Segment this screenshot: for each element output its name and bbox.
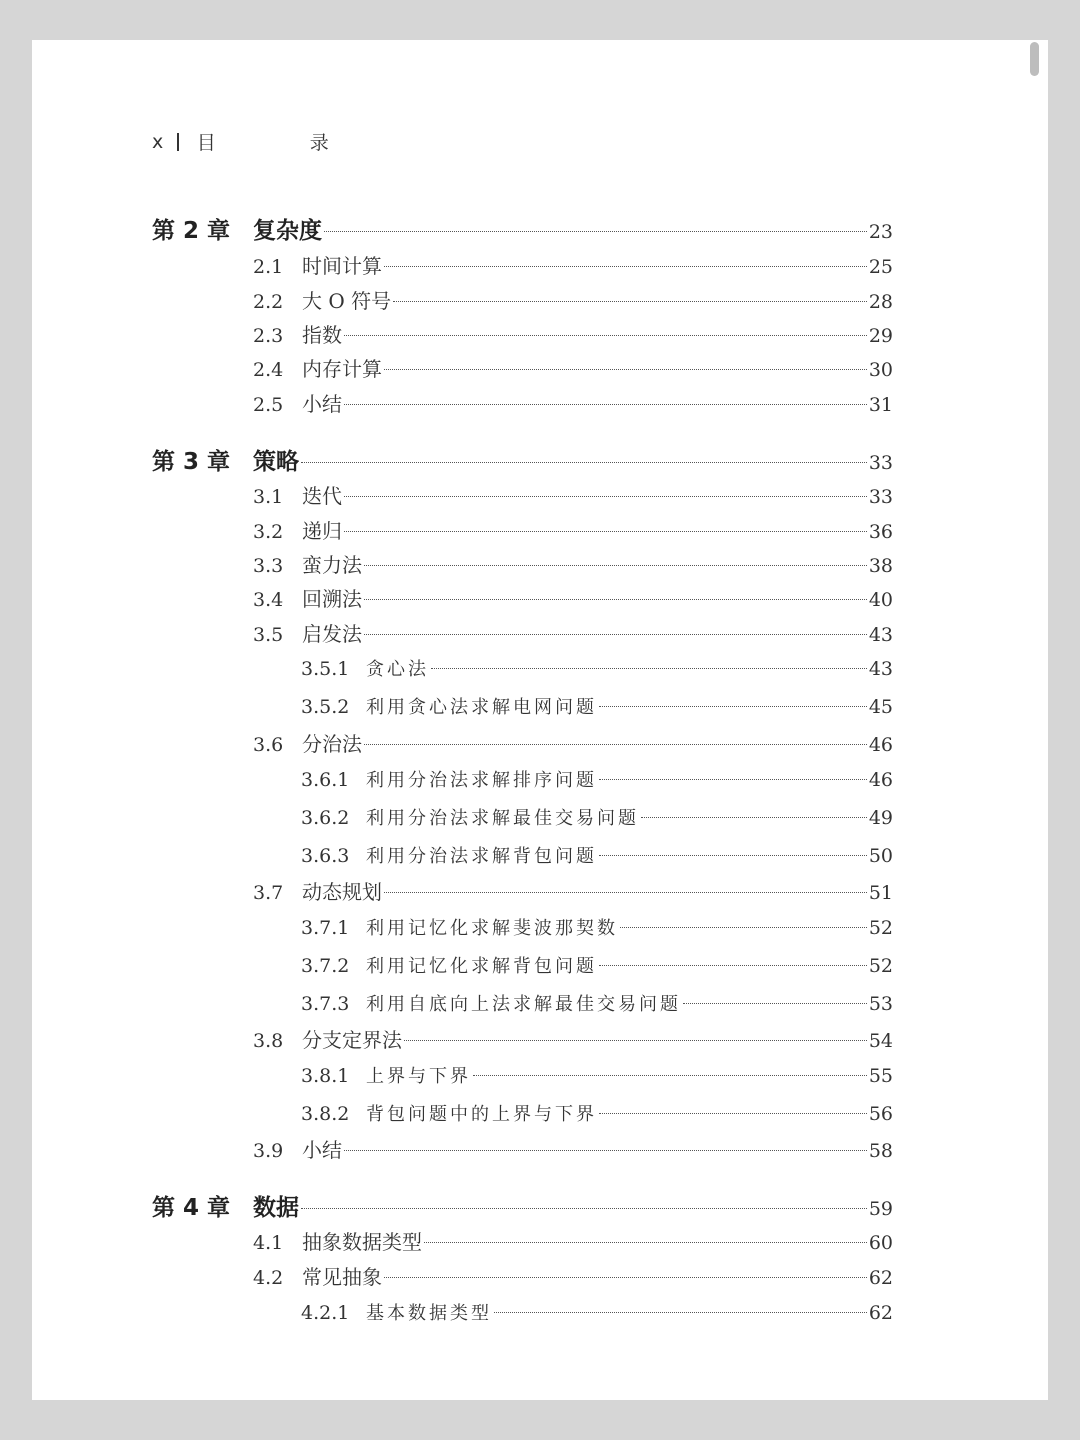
toc-entry-number: 3.6.2 xyxy=(301,807,350,829)
toc-entry-page: 58 xyxy=(868,1140,893,1162)
toc-entry-page: 33 xyxy=(868,486,893,508)
dot-leader xyxy=(384,369,867,370)
toc-entry-page: 25 xyxy=(868,256,893,278)
toc-entry-title: 利用自底向上法求解最佳交易问题 xyxy=(366,994,681,1015)
toc-entry-number: 2.2 xyxy=(253,291,284,313)
toc-entry-page: 29 xyxy=(868,325,893,347)
toc-entry[interactable] xyxy=(0,319,1080,348)
toc-entry[interactable] xyxy=(0,250,1080,279)
toc-entry-number: 3.6.1 xyxy=(301,769,350,791)
toc-entry-number: 2.1 xyxy=(253,256,284,278)
toc-entry[interactable] xyxy=(0,728,1080,757)
toc-entry-title: 迭代 xyxy=(302,484,342,508)
header-title: 目 录 xyxy=(196,132,373,154)
toc-entry-page: 56 xyxy=(868,1103,893,1125)
toc-entry-number: 3.5.1 xyxy=(301,658,350,680)
toc-entry-title: 利用分治法求解最佳交易问题 xyxy=(366,808,639,829)
toc-entry-title: 指数 xyxy=(302,323,342,347)
dot-leader xyxy=(364,565,867,566)
toc-entry[interactable] xyxy=(0,1226,1080,1255)
toc-entry[interactable] xyxy=(0,388,1080,417)
dot-leader xyxy=(364,744,867,745)
dot-leader xyxy=(599,855,867,856)
toc-entry-page: 38 xyxy=(868,555,893,577)
dot-leader xyxy=(641,817,867,818)
toc-entry-number: 3.8 xyxy=(253,1030,284,1052)
toc-entry-page: 53 xyxy=(868,993,893,1015)
toc-entry-title: 分治法 xyxy=(302,732,362,756)
toc-entry[interactable] xyxy=(0,1100,1080,1126)
dot-leader xyxy=(364,599,867,600)
toc-entry-number: 3.8.2 xyxy=(301,1103,350,1125)
toc-entry[interactable] xyxy=(0,804,1080,830)
dot-leader xyxy=(473,1075,867,1076)
header-divider xyxy=(177,133,179,151)
dot-leader xyxy=(301,462,867,463)
dot-leader xyxy=(393,301,867,302)
toc-entry-page: 46 xyxy=(868,769,893,791)
toc-entry-title: 递归 xyxy=(302,519,342,543)
toc-entry-number: 4.2.1 xyxy=(301,1302,350,1324)
toc-entry-number: 4.1 xyxy=(253,1232,284,1254)
toc-entry[interactable] xyxy=(0,914,1080,940)
toc-entry-page: 36 xyxy=(868,521,893,543)
toc-entry-title: 小结 xyxy=(302,1138,342,1162)
dot-leader xyxy=(494,1312,867,1313)
toc-entry-title: 小结 xyxy=(302,392,342,416)
toc-entry-title: 内存计算 xyxy=(302,357,382,381)
dot-leader xyxy=(599,965,867,966)
toc-entry-number: 4.2 xyxy=(253,1267,284,1289)
toc-entry[interactable] xyxy=(0,515,1080,544)
toc-entry[interactable] xyxy=(0,1261,1080,1290)
toc-entry-title: 常见抽象 xyxy=(302,1265,382,1289)
toc-entry-page: 50 xyxy=(868,845,893,867)
toc-entry[interactable] xyxy=(0,583,1080,612)
toc-entry-title: 贪心法 xyxy=(366,659,429,680)
toc-entry-title: 利用分治法求解背包问题 xyxy=(366,846,597,867)
toc-entry[interactable] xyxy=(0,443,1080,476)
toc-entry[interactable] xyxy=(0,212,1080,245)
toc-entry[interactable] xyxy=(0,285,1080,314)
dot-leader xyxy=(384,266,867,267)
running-header xyxy=(152,128,373,155)
toc-entry-title: 利用贪心法求解电网问题 xyxy=(366,697,597,718)
toc-entry-number: 第 3 章 xyxy=(152,449,231,475)
toc-entry-title: 数据 xyxy=(253,1195,299,1221)
dot-leader xyxy=(599,1113,867,1114)
dot-leader xyxy=(620,927,867,928)
toc-entry-title: 上界与下界 xyxy=(366,1066,471,1087)
toc-entry-page: 23 xyxy=(868,221,893,243)
dot-leader xyxy=(431,668,867,669)
toc-entry-page: 60 xyxy=(868,1232,893,1254)
toc-entry-title: 时间计算 xyxy=(302,254,382,278)
toc-entry[interactable] xyxy=(0,1189,1080,1222)
toc-entry-number: 2.5 xyxy=(253,394,284,416)
dot-leader xyxy=(344,1150,867,1151)
dot-leader xyxy=(344,335,867,336)
dot-leader xyxy=(344,496,867,497)
toc-entry[interactable] xyxy=(0,655,1080,681)
dot-leader xyxy=(384,1277,867,1278)
toc-entry[interactable] xyxy=(0,1024,1080,1053)
toc-entry-page: 45 xyxy=(868,696,893,718)
toc-entry-title: 利用分治法求解排序问题 xyxy=(366,770,597,791)
header-page-number: x xyxy=(152,130,164,153)
toc-entry[interactable] xyxy=(0,990,1080,1016)
toc-entry-page: 55 xyxy=(868,1065,893,1087)
toc-entry[interactable] xyxy=(0,842,1080,868)
toc-entry-number: 3.6 xyxy=(253,734,284,756)
toc-entry-number: 第 2 章 xyxy=(152,218,231,244)
dot-leader xyxy=(404,1040,867,1041)
toc-entry[interactable] xyxy=(0,766,1080,792)
dot-leader xyxy=(344,531,867,532)
toc-entry-page: 43 xyxy=(868,658,893,680)
scrollbar-thumb[interactable] xyxy=(1030,42,1039,76)
toc-entry[interactable] xyxy=(0,1134,1080,1163)
toc-entry-title: 复杂度 xyxy=(253,218,322,244)
toc-entry-title: 基本数据类型 xyxy=(366,1303,492,1324)
dot-leader xyxy=(324,231,867,232)
toc-entry-title: 大 O 符号 xyxy=(302,289,392,313)
dot-leader xyxy=(424,1242,867,1243)
dot-leader xyxy=(683,1003,867,1004)
toc-entry[interactable] xyxy=(0,1062,1080,1088)
toc-entry-number: 3.4 xyxy=(253,589,284,611)
toc-entry[interactable] xyxy=(0,549,1080,578)
toc-entry-page: 54 xyxy=(868,1030,893,1052)
toc-entry-page: 52 xyxy=(868,955,893,977)
toc-entry-page: 62 xyxy=(868,1302,893,1324)
toc-entry-page: 43 xyxy=(868,624,893,646)
toc-entry-number: 3.8.1 xyxy=(301,1065,350,1087)
toc-entry[interactable] xyxy=(0,693,1080,719)
toc-entry-title: 回溯法 xyxy=(302,587,362,611)
toc-entry-number: 第 4 章 xyxy=(152,1195,231,1221)
toc-entry-number: 2.4 xyxy=(253,359,284,381)
toc-entry-page: 46 xyxy=(868,734,893,756)
toc-entry[interactable] xyxy=(0,1299,1080,1325)
toc-entry-title: 抽象数据类型 xyxy=(302,1230,422,1254)
toc-entry-number: 3.7.3 xyxy=(301,993,350,1015)
toc-entry-page: 33 xyxy=(868,452,893,474)
toc-entry-page: 30 xyxy=(868,359,893,381)
dot-leader xyxy=(364,634,867,635)
toc-entry-page: 31 xyxy=(868,394,893,416)
toc-entry[interactable] xyxy=(0,480,1080,509)
toc-entry-title: 动态规划 xyxy=(302,880,382,904)
toc-entry-page: 52 xyxy=(868,917,893,939)
toc-entry-title: 策略 xyxy=(253,449,299,475)
toc-entry-title: 利用记忆化求解背包问题 xyxy=(366,956,597,977)
toc-entry[interactable] xyxy=(0,876,1080,905)
toc-entry-page: 62 xyxy=(868,1267,893,1289)
toc-entry-page: 40 xyxy=(868,589,893,611)
toc-entry-page: 51 xyxy=(868,882,893,904)
toc-entry-title: 启发法 xyxy=(302,622,362,646)
toc-entry[interactable] xyxy=(0,618,1080,647)
toc-entry-title: 蛮力法 xyxy=(302,553,362,577)
toc-entry-number: 3.7.2 xyxy=(301,955,350,977)
toc-entry-number: 3.6.3 xyxy=(301,845,350,867)
dot-leader xyxy=(301,1208,867,1209)
toc-entry-number: 3.3 xyxy=(253,555,284,577)
toc-entry-number: 3.1 xyxy=(253,486,284,508)
toc-entry-number: 3.9 xyxy=(253,1140,284,1162)
toc-entry-number: 3.5.2 xyxy=(301,696,350,718)
toc-entry-title: 分支定界法 xyxy=(302,1028,402,1052)
toc-entry[interactable] xyxy=(0,353,1080,382)
toc-entry-title: 背包问题中的上界与下界 xyxy=(366,1104,597,1125)
dot-leader xyxy=(599,779,867,780)
dot-leader xyxy=(599,706,867,707)
dot-leader xyxy=(344,404,867,405)
toc-entry-number: 3.2 xyxy=(253,521,284,543)
toc-entry-number: 2.3 xyxy=(253,325,284,347)
toc-entry-title: 利用记忆化求解斐波那契数 xyxy=(366,918,618,939)
toc-entry-number: 3.7 xyxy=(253,882,284,904)
dot-leader xyxy=(384,892,867,893)
toc-entry-page: 49 xyxy=(868,807,893,829)
toc-entry-number: 3.5 xyxy=(253,624,284,646)
toc-entry-number: 3.7.1 xyxy=(301,917,350,939)
toc-entry-page: 59 xyxy=(868,1198,893,1220)
toc-entry-page: 28 xyxy=(868,291,893,313)
toc-entry[interactable] xyxy=(0,952,1080,978)
